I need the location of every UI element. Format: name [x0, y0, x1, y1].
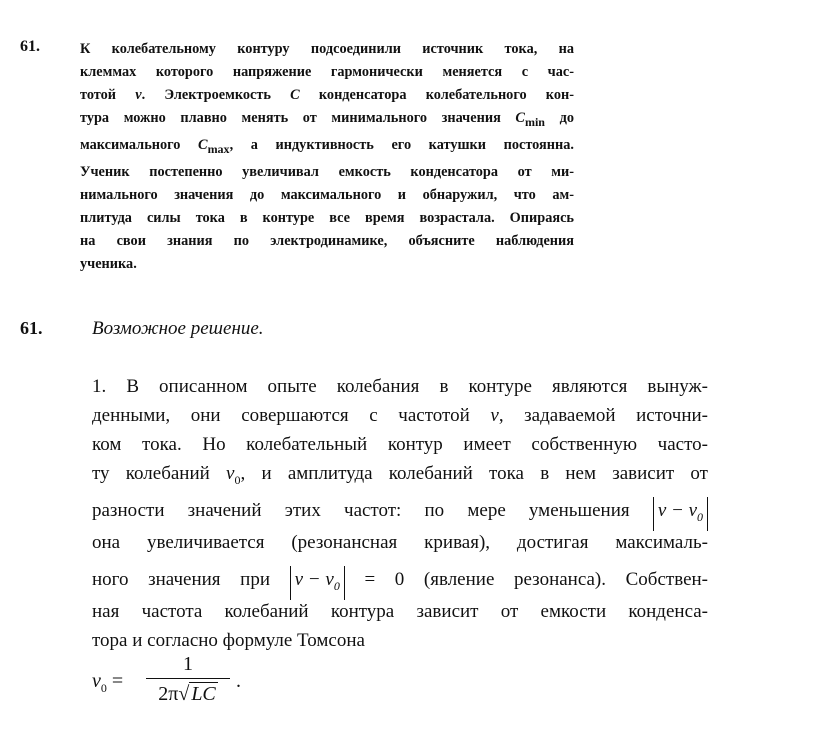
text-line: нимального значения до максимального и обнаружил, что ам-: [80, 186, 574, 203]
text-line: Ученик постепенно увеличивал емкость конденсатора от ми-: [80, 163, 574, 180]
problem-text: [80, 38, 574, 276]
text-line: ученика.: [80, 255, 137, 272]
text-line: ком тока. Но колебательный контур имеет собственную часто-: [92, 434, 708, 455]
formula-denominator: 2π√ LC: [158, 683, 216, 705]
text-line: денными, они совершаются с частотой ν, задаваемой источни-: [92, 405, 708, 426]
text-line: 1. В описанном опыте колебания в контуре являются вынуж-: [92, 376, 708, 397]
formula-fraction: [146, 652, 230, 707]
solution-text: [92, 372, 708, 655]
text-line: тора и согласно формуле Томсона: [92, 630, 365, 651]
formula-numerator: 1: [183, 653, 193, 675]
text-line: ного значения при $\nu - \nu_0 = 0$ (явление резонанса). Собствен-: [92, 565, 708, 597]
text-line: ная частота колебаний контура зависит от емкости конденса-: [92, 601, 708, 622]
formula-end: .: [236, 670, 241, 692]
text-line: тура можно плавно менять от минимального значения $C_{min}$ до: [80, 110, 574, 129]
text-line: плитуда силы тока в контуре все время возрастала. Опираясь: [80, 209, 574, 226]
solution-heading: Возможное решение.: [92, 318, 264, 339]
text-line: она увеличивается (резонансная кривая), достигая максималь-: [92, 532, 708, 553]
text-line: разности значений этих частот: по мере уменьшения $\nu - \nu_0$: [92, 496, 708, 528]
text-line: клеммах которого напряжение гармонически меняется с час-: [80, 64, 574, 80]
problem-number: 61.: [20, 38, 40, 55]
solution-number: 61.: [20, 318, 43, 338]
text-line: на свои знания по электродинамике, объясните наблюдения: [80, 232, 574, 249]
sqrt-radicand: LC: [191, 683, 216, 705]
fraction-bar: [146, 678, 230, 679]
text-line: тотой ν. Электроемкость C конденсатора колебательного кон-: [80, 87, 574, 103]
sqrt-sign: √: [178, 683, 190, 705]
thomson-formula: [92, 650, 292, 710]
formula-lhs: $\nu_0$ =: [92, 670, 124, 695]
text-line: максимального $C_{max}$, а индуктивность его катушки постоянна.: [80, 136, 574, 156]
text-line: ту колебаний $\nu_0$, и амплитуда колебаний тока в нем зависит от: [92, 463, 708, 487]
text-line: К колебательному контуру подсоединили источник тока, на: [80, 41, 574, 57]
